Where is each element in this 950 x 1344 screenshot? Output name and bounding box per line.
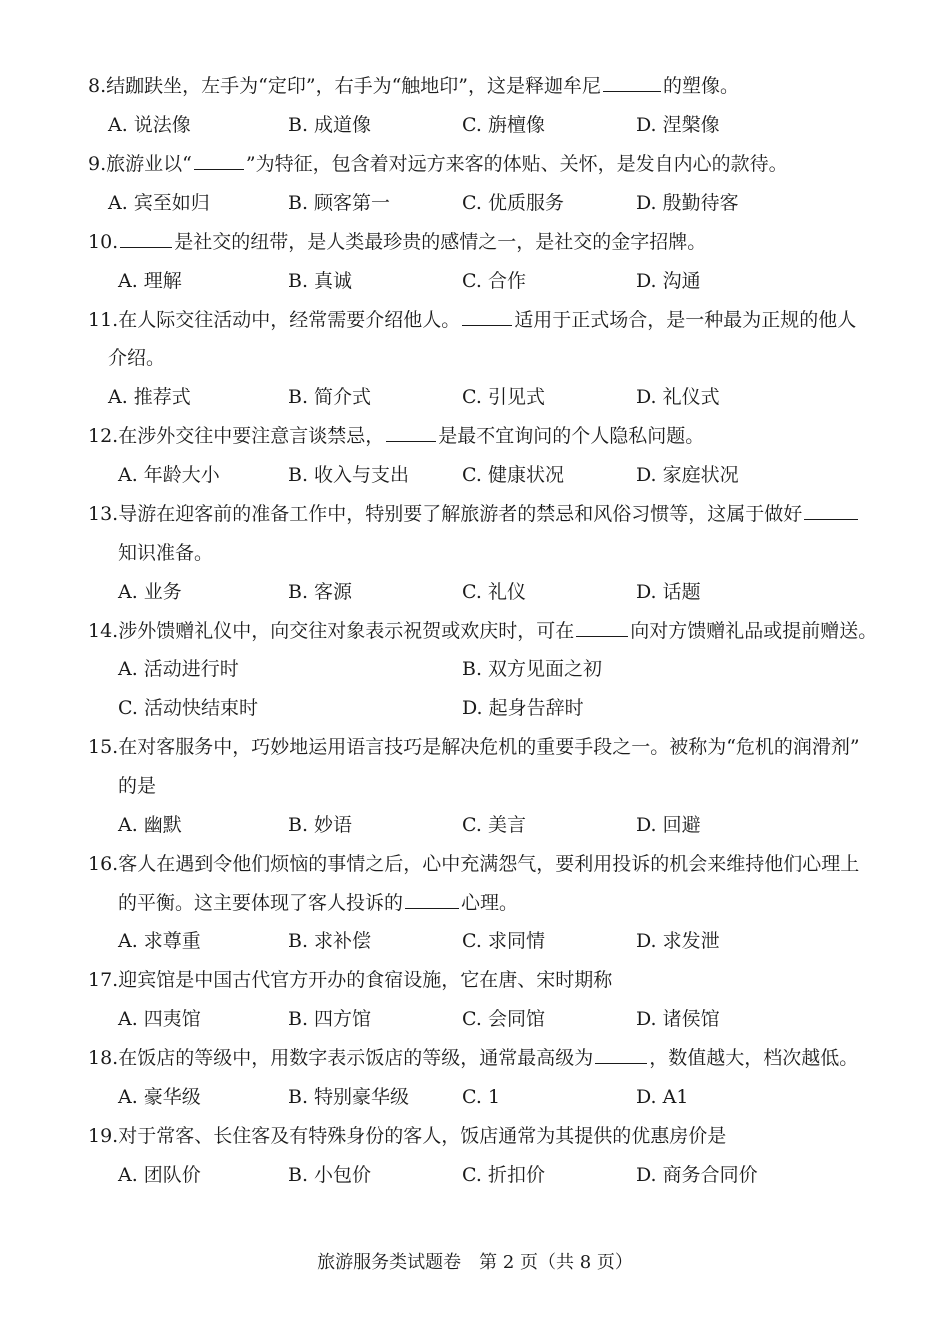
answer-blank bbox=[595, 1046, 647, 1064]
option: C. 健康状况 bbox=[462, 464, 564, 486]
option: D. 商务合同价 bbox=[636, 1164, 758, 1186]
option: A. 说法像 bbox=[108, 114, 191, 136]
answer-blank bbox=[576, 619, 628, 637]
question-10: 10. 是社交的纽带，是人类最珍贵的感情之一，是社交的金字招牌。 bbox=[88, 231, 707, 253]
question-15: 15.在对客服务中，巧妙地运用语言技巧是解决危机的重要手段之一。被称为“危机的润滑剂” bbox=[88, 736, 860, 758]
question-11-continued: 介绍。 bbox=[108, 347, 166, 369]
option: A. 业务 bbox=[118, 581, 182, 603]
option: A. 幽默 bbox=[118, 814, 182, 836]
option: D. 话题 bbox=[636, 581, 701, 603]
option: A. 活动进行时 bbox=[118, 658, 239, 680]
answer-blank bbox=[462, 308, 512, 326]
option: D. 家庭状况 bbox=[636, 464, 739, 486]
question-17: 17.迎宾馆是中国古代官方开办的食宿设施，它在唐、宋时期称 bbox=[88, 969, 613, 991]
option: A. 理解 bbox=[118, 270, 182, 292]
option: D. 沟通 bbox=[636, 270, 701, 292]
option: C. 引见式 bbox=[462, 386, 545, 408]
option: A. 四夷馆 bbox=[118, 1008, 201, 1030]
option: A. 宾至如归 bbox=[108, 192, 210, 214]
option: B. 简介式 bbox=[288, 386, 372, 408]
question-13-continued: 知识准备。 bbox=[118, 542, 214, 564]
option: B. 小包价 bbox=[288, 1164, 372, 1186]
option: D. 礼仪式 bbox=[636, 386, 720, 408]
option: C. 活动快结束时 bbox=[118, 697, 258, 719]
option: B. 客源 bbox=[288, 581, 353, 603]
option: D. 回避 bbox=[636, 814, 701, 836]
option: A. 推荐式 bbox=[108, 386, 191, 408]
option: C. 美言 bbox=[462, 814, 526, 836]
option: B. 成道像 bbox=[288, 114, 372, 136]
option: A. 求尊重 bbox=[118, 930, 201, 952]
option: C. 旃檀像 bbox=[462, 114, 545, 136]
answer-blank bbox=[194, 152, 244, 170]
option: B. 收入与支出 bbox=[288, 464, 410, 486]
option: B. 真诚 bbox=[288, 270, 353, 292]
answer-blank bbox=[120, 230, 172, 248]
option: C. 礼仪 bbox=[462, 581, 526, 603]
option: D. 涅槃像 bbox=[636, 114, 720, 136]
question-15-continued: 的是 bbox=[118, 775, 157, 797]
option: D. 起身告辞时 bbox=[462, 697, 584, 719]
answer-blank bbox=[603, 74, 661, 92]
option: B. 四方馆 bbox=[288, 1008, 372, 1030]
option: C. 求同情 bbox=[462, 930, 545, 952]
option: B. 特别豪华级 bbox=[288, 1086, 410, 1108]
option: C. 会同馆 bbox=[462, 1008, 545, 1030]
question-19: 19.对于常客、长住客及有特殊身份的客人，饭店通常为其提供的优惠房价是 bbox=[88, 1125, 727, 1147]
question-13: 13.导游在迎客前的准备工作中，特别要了解旅游者的禁忌和风俗习惯等，这属于做好 bbox=[88, 502, 860, 526]
option: B. 妙语 bbox=[288, 814, 353, 836]
option: D. 殷勤待客 bbox=[636, 192, 739, 214]
answer-blank bbox=[405, 891, 459, 909]
option: C. 合作 bbox=[462, 270, 526, 292]
question-16: 16.客人在遇到令他们烦恼的事情之后，心中充满怨气，要利用投诉的机会来维持他们心理上 bbox=[88, 853, 860, 875]
option: C. 优质服务 bbox=[462, 192, 564, 214]
option: B. 双方见面之初 bbox=[462, 658, 603, 680]
question-16-continued: 的平衡。这主要体现了客人投诉的 心理。 bbox=[118, 892, 519, 914]
page-footer: 旅游服务类试题卷 第 2 页（共 8 页） bbox=[317, 1252, 633, 1273]
question-8: 8.结跏趺坐，左手为“定印”，右手为“触地印”，这是释迦牟尼 的塑像。 bbox=[88, 75, 740, 97]
answer-blank bbox=[386, 424, 436, 442]
option: A. 年龄大小 bbox=[118, 464, 220, 486]
option: D. 求发泄 bbox=[636, 930, 720, 952]
option: B. 求补偿 bbox=[288, 930, 372, 952]
question-9: 9.旅游业以“ ”为特征，包含着对远方来客的体贴、关怀，是发自内心的款待。 bbox=[88, 153, 788, 175]
option: C. 1 bbox=[462, 1086, 501, 1108]
question-14: 14.涉外馈赠礼仪中，向交往对象表示祝贺或欢庆时，可在 向对方馈赠礼品或提前赠送。 bbox=[88, 620, 878, 642]
answer-blank bbox=[804, 502, 858, 520]
option: A. 团队价 bbox=[118, 1164, 201, 1186]
option: D. 诸侯馆 bbox=[636, 1008, 720, 1030]
option: B. 顾客第一 bbox=[288, 192, 391, 214]
question-12: 12.在涉外交往中要注意言谈禁忌， 是最不宜询问的个人隐私问题。 bbox=[88, 425, 705, 447]
option: D. A1 bbox=[636, 1086, 689, 1108]
option: A. 豪华级 bbox=[118, 1086, 201, 1108]
option: C. 折扣价 bbox=[462, 1164, 545, 1186]
question-11: 11.在人际交往活动中，经常需要介绍他人。 适用于正式场合，是一种最为正规的他人 bbox=[88, 309, 857, 331]
question-18: 18.在饭店的等级中，用数字表示饭店的等级，通常最高级为 ，数值越大，档次越低。 bbox=[88, 1047, 859, 1069]
